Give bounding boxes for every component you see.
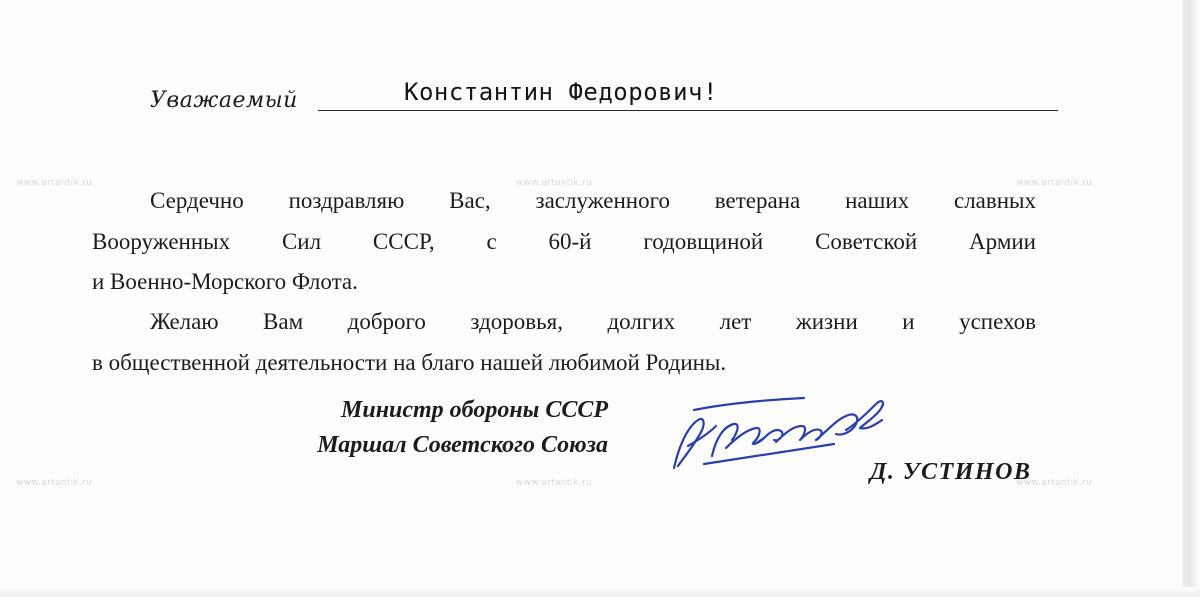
wishes-paragraph (92, 302, 1036, 383)
watermark: www.artantik.ru (1016, 178, 1093, 188)
recipient-name: Константин Федорович! (404, 78, 718, 106)
watermark: www.artantik.ru (16, 178, 93, 188)
handwritten-signature (664, 390, 894, 480)
paragraph-line: и Военно-Морского Флота. (92, 269, 358, 294)
greeting-paragraph (92, 181, 1036, 303)
watermark: www.artantik.ru (16, 478, 93, 488)
watermark: www.artantik.ru (516, 478, 593, 488)
signer-title-minister: Министр обороны СССР (341, 397, 608, 423)
signer-title-marshal: Маршал Советского Союза (317, 432, 608, 458)
watermark: www.artantik.ru (516, 178, 593, 188)
watermark: www.artantik.ru (1016, 478, 1093, 488)
salutation-label: Уважаемый (150, 88, 298, 113)
paragraph-line: Желаю Вам доброго здоровья, долгих лет жизни и успехов (150, 309, 1036, 334)
paragraph-line: в общественной деятельности на благо нашей любимой Родины. (92, 349, 727, 375)
paragraph-line: Сердечно поздравляю Вас, заслуженного ветерана наших славных (150, 188, 1036, 213)
name-underline (318, 110, 1058, 111)
card-edge (1182, 0, 1200, 597)
paragraph-line: Вооруженных Сил СССР, с 60-й годовщиной Советской Армии (92, 228, 1036, 254)
signer-name: Д. УСТИНОВ (870, 459, 1032, 485)
card-bottom-edge (0, 587, 1200, 597)
